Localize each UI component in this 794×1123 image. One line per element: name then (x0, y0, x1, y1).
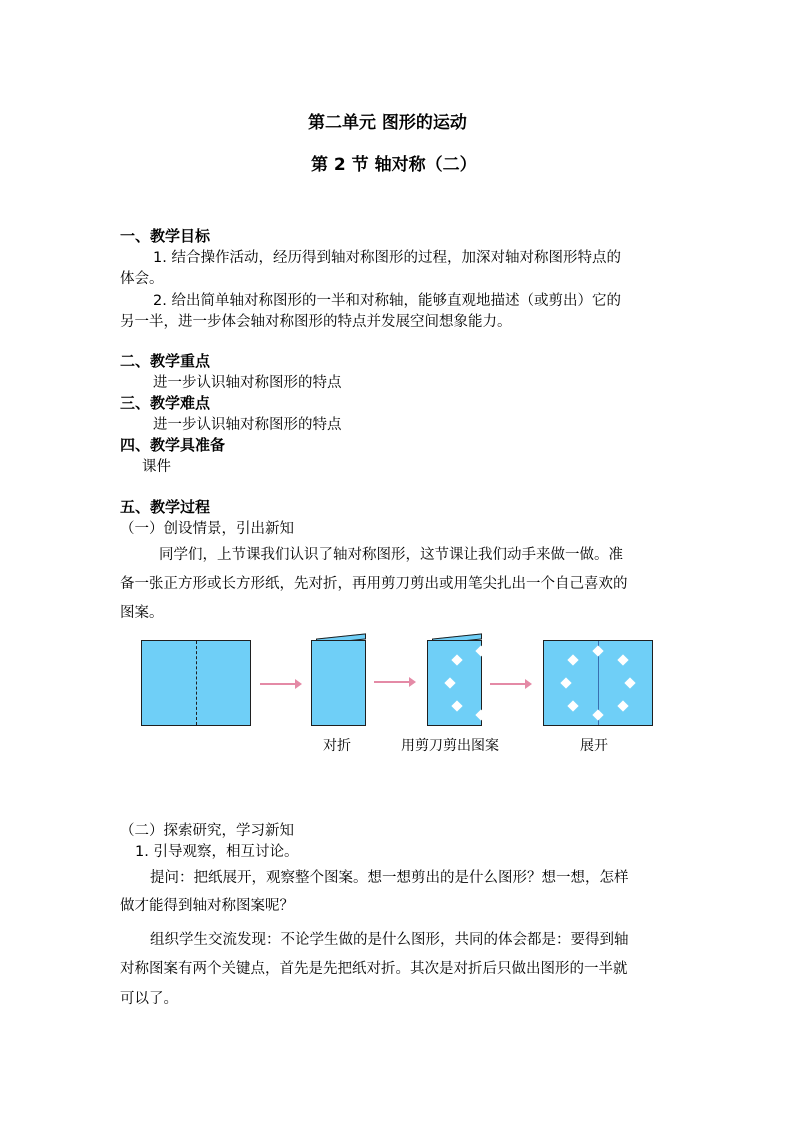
section-2-heading: 二、教学重点 (120, 352, 211, 370)
goal-2-line-2: 另一半，进一步体会轴对称图形的特点并发展空间想象能力。 (120, 314, 512, 330)
folded-paper (311, 640, 366, 726)
intro-line-3: 图案。 (120, 605, 164, 621)
paper-sheet (141, 640, 251, 726)
finding-line-3: 可以了。 (120, 991, 178, 1007)
arrow-icon (374, 681, 414, 683)
section-1-heading: 一、教学目标 (120, 227, 211, 245)
diamond-hole-icon (567, 654, 578, 665)
arrow-icon (490, 683, 530, 685)
goal-1-line-1: 1. 结合操作活动，经历得到轴对称图形的过程，加深对轴对称图形特点的 (153, 250, 621, 266)
question-line-2: 做才能得到轴对称图案呢？ (120, 898, 294, 914)
diamond-hole-icon (592, 645, 603, 656)
notch-icon (475, 645, 486, 656)
section-5-heading: 五、教学过程 (120, 498, 211, 516)
section-4-text: 课件 (142, 459, 171, 475)
step-1: 1. 引导观察，相互讨论。 (135, 844, 299, 860)
subsection-1-heading: （一）创设情景，引出新知 (120, 521, 294, 537)
cut-paper (427, 640, 482, 726)
diamond-hole-icon (617, 654, 628, 665)
caption-fold: 对折 (323, 738, 351, 754)
arrow-icon (260, 683, 300, 685)
page-subtitle: 第 2 节 轴对称（二） (311, 155, 477, 175)
intro-line-2: 备一张正方形或长方形纸，先对折，再用剪刀剪出或用笔尖扎出一个自己喜欢的 (120, 576, 628, 592)
question-line-1: 提问：把纸展开，观察整个图案。想一想剪出的是什么图形？想一想，怎样 (150, 870, 629, 886)
page-title: 第二单元 图形的运动 (308, 113, 467, 133)
fold-line (196, 641, 197, 725)
section-3-heading: 三、教学难点 (120, 394, 211, 412)
intro-line-1: 同学们，上节课我们认识了轴对称图形，这节课让我们动手来做一做。准 (159, 547, 623, 563)
diamond-hole-icon (451, 700, 462, 711)
diamond-hole-icon (451, 654, 462, 665)
section-4-heading: 四、教学具准备 (120, 436, 226, 454)
subsection-2-heading: （二）探索研究，学习新知 (120, 823, 294, 839)
goal-1-line-2: 体会。 (120, 271, 164, 287)
caption-cut: 用剪刀剪出图案 (401, 738, 499, 754)
diamond-hole-icon (560, 677, 571, 688)
section-2-text: 进一步认识轴对称图形的特点 (153, 375, 342, 391)
diamond-hole-icon (592, 709, 603, 720)
finding-line-2: 对称图案有两个关键点，首先是先把纸对折。其次是对折后只做出图形的一半就 (120, 961, 628, 977)
goal-2-line-1: 2. 给出简单轴对称图形的一半和对称轴，能够直观地描述（或剪出）它的 (153, 293, 621, 309)
diamond-hole-icon (624, 677, 635, 688)
unfolded-paper (543, 640, 653, 726)
diamond-hole-icon (567, 700, 578, 711)
diamond-hole-icon (444, 677, 455, 688)
section-3-text: 进一步认识轴对称图形的特点 (153, 417, 342, 433)
notch-icon (475, 709, 486, 720)
caption-unfold: 展开 (580, 738, 608, 754)
diamond-hole-icon (617, 700, 628, 711)
finding-line-1: 组织学生交流发现：不论学生做的是什么图形，共同的体会都是：要得到轴 (150, 932, 629, 948)
